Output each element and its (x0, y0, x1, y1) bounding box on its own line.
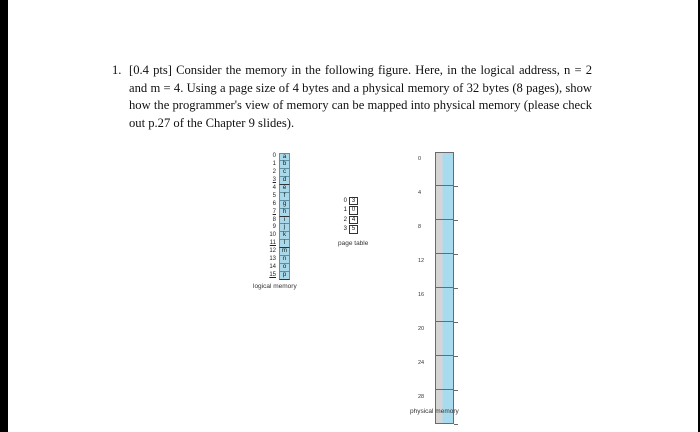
logical-memory-index: 7 (272, 208, 276, 215)
page-table (340, 196, 358, 234)
physical-memory-address: 4 (418, 190, 422, 196)
physical-memory-address: 20 (418, 326, 425, 332)
logical-memory-value: a (279, 153, 290, 161)
physical-memory-frame (435, 356, 454, 390)
logical-memory-value: p (279, 272, 290, 280)
logical-memory-index: 12 (269, 248, 276, 255)
physical-memory-tick (454, 322, 458, 323)
page-table-label: page table (338, 240, 369, 247)
logical-memory-row (262, 177, 290, 185)
page-table-index: 2 (343, 216, 347, 223)
page-table-row (340, 225, 358, 235)
question-number: 1. (112, 63, 122, 77)
question-block (112, 62, 592, 132)
logical-memory-value: d (279, 177, 290, 185)
logical-memory-index: 10 (269, 232, 276, 239)
logical-memory-index: 13 (269, 256, 276, 263)
logical-memory-label: logical memory (253, 283, 297, 290)
left-frame-border (0, 0, 8, 432)
page-table-row (340, 215, 358, 225)
page-table-index: 1 (343, 207, 347, 214)
logical-memory-index: 1 (272, 160, 276, 167)
logical-memory-row (262, 193, 290, 201)
logical-memory-value: g (279, 201, 290, 209)
logical-memory-row (262, 240, 290, 248)
logical-memory-index: 5 (272, 192, 276, 199)
logical-memory-value: n (279, 256, 290, 264)
physical-memory-address: 24 (418, 360, 425, 366)
logical-memory-index: 0 (272, 153, 276, 159)
page-table-frame: 3 (349, 197, 358, 206)
physical-memory-frame (435, 288, 454, 322)
page-table-index: 0 (343, 197, 347, 204)
logical-memory-row (262, 232, 290, 240)
page-table-index: 3 (343, 226, 347, 233)
page-table-row (340, 196, 358, 206)
physical-memory-frame (435, 254, 454, 288)
logical-memory-row (262, 201, 290, 209)
question-text: [0.4 pts] Consider the memory in the following figure. Here, in the logical address, n = 2 and m = 4. Using a page size of 4 bytes and a physical memory of 32 bytes (8 pages), show how the programmer's view of memory can be mapped into physical memory (please check out p.27 of the Chapter 9 slides). (129, 63, 592, 130)
logical-memory-row (262, 256, 290, 264)
physical-memory-frame (435, 390, 454, 424)
logical-memory-row (262, 217, 290, 225)
logical-memory-value: j (279, 224, 290, 232)
logical-memory-index: 9 (272, 224, 276, 231)
physical-memory-address: 16 (418, 292, 425, 298)
logical-memory-index: 3 (272, 176, 276, 183)
physical-memory-label: physical memory (410, 408, 459, 415)
physical-memory-frame (435, 186, 454, 220)
physical-memory-tick (454, 390, 458, 391)
logical-memory-value: c (279, 169, 290, 177)
logical-memory-index: 2 (272, 168, 276, 175)
page-table-row (340, 206, 358, 216)
physical-memory-address: 12 (418, 258, 425, 264)
physical-memory-tick (454, 220, 458, 221)
logical-memory-row (262, 209, 290, 217)
logical-memory-value: h (279, 209, 290, 217)
logical-memory-row (262, 161, 290, 169)
logical-memory-row (262, 169, 290, 177)
logical-memory-index: 6 (272, 200, 276, 207)
logical-memory-row (262, 185, 290, 193)
physical-memory-tick (454, 356, 458, 357)
page-table-frame: 4 (349, 216, 358, 225)
logical-memory-index: 15 (269, 272, 276, 279)
physical-memory-frame (435, 322, 454, 356)
physical-memory-frame (435, 152, 454, 186)
logical-memory-index: 14 (269, 264, 276, 271)
logical-memory-index: 8 (272, 216, 276, 223)
logical-memory-value: f (279, 193, 290, 201)
physical-memory-address: 8 (418, 224, 422, 230)
physical-memory-tick (454, 288, 458, 289)
physical-memory-column (435, 152, 454, 424)
logical-memory-value: m (279, 248, 290, 256)
logical-memory-value: e (279, 185, 290, 193)
physical-memory-tick (454, 254, 458, 255)
logical-memory-table (262, 153, 290, 280)
logical-memory-index: 4 (272, 184, 276, 191)
logical-memory-row (262, 153, 290, 161)
logical-memory-value: b (279, 161, 290, 169)
logical-memory-row (262, 248, 290, 256)
logical-memory-value: l (279, 240, 290, 248)
logical-memory-value: o (279, 264, 290, 272)
physical-memory-frame (435, 220, 454, 254)
physical-memory-tick (454, 424, 458, 425)
logical-memory-value: i (279, 217, 290, 225)
physical-memory-tick (454, 186, 458, 187)
logical-memory-row (262, 224, 290, 232)
page-table-frame: 5 (349, 225, 358, 234)
logical-memory-index: 11 (269, 240, 276, 247)
page-table-frame: 0 (349, 206, 358, 215)
physical-memory-address: 0 (418, 156, 422, 162)
physical-memory-address: 28 (418, 394, 425, 400)
logical-memory-row (262, 264, 290, 272)
logical-memory-row (262, 272, 290, 280)
logical-memory-value: k (279, 232, 290, 240)
